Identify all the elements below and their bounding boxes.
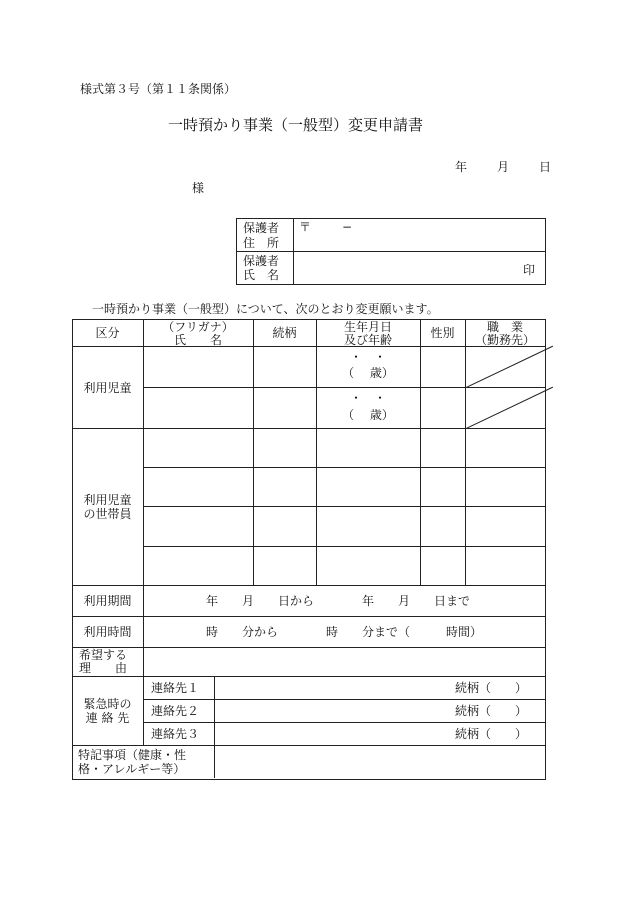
household-label-1: 利用児童 bbox=[83, 493, 132, 507]
period-label: 利用期間 bbox=[83, 594, 132, 608]
contact-relation-2: 続柄（ ） bbox=[455, 704, 528, 718]
notes-field[interactable] bbox=[217, 747, 542, 776]
page-title: 一時預かり事業（一般型）変更申請書 bbox=[168, 116, 424, 134]
header-job-2: （勤務先） bbox=[474, 333, 535, 347]
emergency-label-1: 緊急時の bbox=[83, 697, 132, 711]
guardian-name-field[interactable] bbox=[296, 253, 516, 281]
period-text: 年 月 日から 年 月 日まで bbox=[206, 594, 471, 608]
address-field[interactable] bbox=[296, 219, 542, 249]
intro-text: 一時預かり事業（一般型）について、次のとおり変更願います。 bbox=[92, 302, 439, 316]
dob-dots: ・ ・ bbox=[349, 350, 386, 364]
name-label-1: 保護者 bbox=[243, 254, 280, 268]
date-year: 年 bbox=[455, 160, 468, 174]
seal-mark: 印 bbox=[523, 263, 536, 277]
reason-label-1: 希望する bbox=[79, 648, 128, 662]
contact-label-3: 連絡先３ bbox=[151, 727, 200, 741]
time-text: 時 分から 時 分まで（ 時間） bbox=[206, 625, 483, 639]
header-dob-1: 生年月日 bbox=[343, 320, 392, 334]
addressee-suffix: 様 bbox=[192, 181, 205, 195]
emergency-label-2: 連 絡 先 bbox=[85, 711, 130, 725]
household-label-2: の世帯員 bbox=[83, 507, 132, 521]
time-label: 利用時間 bbox=[83, 625, 132, 639]
notes-label-1: 特記事項（健康・性 bbox=[78, 748, 187, 762]
age-text: （ 歳） bbox=[342, 366, 394, 380]
dob-dots: ・ ・ bbox=[349, 391, 386, 405]
form-number: 様式第３号（第１１条関係） bbox=[80, 82, 237, 96]
address-label-2: 住 所 bbox=[243, 236, 280, 250]
contact-label-2: 連絡先２ bbox=[151, 704, 200, 718]
contact-relation-3: 続柄（ ） bbox=[455, 727, 528, 741]
header-relation: 続柄 bbox=[272, 326, 297, 340]
header-job-1: 職 業 bbox=[486, 320, 523, 334]
reason-field[interactable] bbox=[146, 649, 542, 674]
postal-mark: 〒 bbox=[299, 220, 312, 234]
postal-dash: − bbox=[342, 220, 353, 234]
address-label-1: 保護者 bbox=[243, 221, 280, 235]
header-dob-2: 及び年齢 bbox=[343, 333, 392, 347]
child-label: 利用児童 bbox=[83, 381, 132, 395]
contact-relation-1: 続柄（ ） bbox=[455, 681, 528, 695]
age-text: （ 歳） bbox=[342, 408, 394, 422]
contact-label-1: 連絡先１ bbox=[151, 681, 200, 695]
header-sex: 性別 bbox=[430, 326, 455, 340]
date-day: 日 bbox=[539, 160, 552, 174]
date-month: 月 bbox=[497, 160, 510, 174]
header-furigana: （フリガナ） bbox=[162, 320, 234, 334]
header-name: 氏 名 bbox=[173, 333, 222, 347]
notes-label-2: 格・アレルギー等） bbox=[78, 762, 186, 776]
name-label-2: 氏 名 bbox=[243, 268, 280, 282]
reason-label-2: 理 由 bbox=[79, 661, 128, 675]
header-category: 区分 bbox=[95, 326, 120, 340]
